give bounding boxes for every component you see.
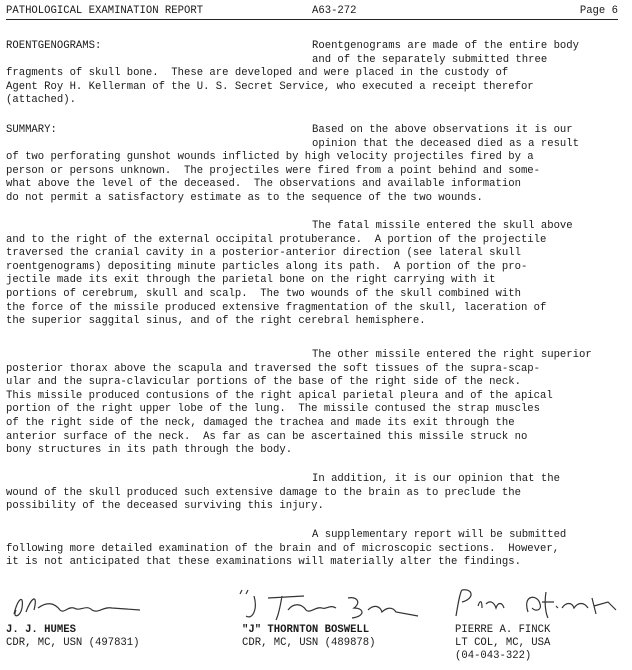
roentgenograms-heading: ROENTGENOGRAMS:: [6, 40, 102, 52]
handwritten-signature: [8, 588, 148, 624]
signer-rank: CDR, MC, USN (489878): [242, 637, 376, 649]
text-line: and to the right of the external occipital protuberance. A portion of the projectile: [6, 233, 547, 246]
text-line: of the right side of the neck, damaged the trachea and made its exit through the: [6, 417, 515, 429]
text-line: wound of the skull produced such extensive damage to the brain as to preclude the: [6, 486, 521, 499]
text-line: A supplementary report will be submitted: [312, 529, 567, 541]
text-line: In addition, it is our opinion that the: [312, 473, 560, 485]
text-line: Agent Roy H. Kellerman of the U. S. Secret Service, who executed a receipt therefor: [6, 80, 534, 93]
text-line: of two perforating gunshot wounds inflicted by high velocity projectiles fired by a: [6, 151, 534, 164]
text-line: roentgenograms) depositing minute particles along its path. A portion of the pro-: [6, 260, 528, 273]
text-line: do not permit a satisfactory estimate as to the sequence of the two wounds.: [6, 192, 483, 204]
text-line: following more detailed examination of the brain and of microscopic sections. However,: [6, 542, 560, 555]
report-title: PATHOLOGICAL EXAMINATION REPORT: [6, 5, 204, 17]
signer-rank: CDR, MC, USN (497831): [6, 637, 140, 649]
text-line: ular and the supra-clavicular portions of the base of the right side of the neck.: [6, 376, 521, 389]
text-line: person or persons unknown. The projectiles were fired from a point behind and some-: [6, 164, 541, 177]
text-line: bony structures in its path through the body.: [6, 444, 293, 457]
text-line: what above the level of the deceased. The observations and available information: [6, 178, 521, 191]
handwritten-signature: [232, 586, 422, 626]
signer-rank: LT COL, MC, USA: [455, 637, 551, 649]
text-line: Based on the above observations it is our: [312, 124, 573, 136]
signer-service-number: (04-043-322): [455, 650, 532, 662]
text-line: traversed the cranial cavity in a posterior-anterior direction (see lateral skull: [6, 247, 521, 260]
summary-heading: SUMMARY:: [6, 124, 57, 136]
signer-name: "J" THORNTON BOSWELL: [242, 624, 370, 636]
text-line: and of the separately submitted three: [312, 53, 548, 66]
text-line: the force of the missile produced extensive fragmentation of the skull, laceration of: [6, 301, 547, 314]
text-line: Roentgenograms are made of the entire body: [312, 40, 580, 52]
report-header: [6, 5, 618, 20]
text-line: (attached).: [6, 94, 76, 107]
text-line: it is not anticipated that these examinations will materially alter the findings.: [6, 556, 521, 569]
handwritten-signature: [450, 584, 628, 624]
text-line: the superior saggital sinus, and of the right cerebral hemisphere.: [6, 315, 426, 328]
text-line: portion of the right upper lobe of the lung. The missile contused the strap muscles: [6, 403, 541, 416]
text-line: portions of cerebrum, skull and scalp. The two wounds of the skull combined with: [6, 288, 521, 300]
text-line: This missile produced contusions of the right apical parietal pleura and of the apical: [6, 389, 553, 402]
text-line: opinion that the deceased died as a result: [312, 137, 580, 150]
text-line: jectile made its exit through the parietal bone on the right carrying with it: [6, 274, 496, 287]
text-line: posterior thorax above the scapula and traversed the soft tissues of the supra-scap-: [6, 362, 541, 375]
text-line: possibility of the deceased surviving this injury.: [6, 500, 324, 513]
text-line: fragments of skull bone. These are developed and were placed in the custody of: [6, 67, 509, 80]
page-number: Page 6: [579, 5, 618, 17]
text-line: The fatal missile entered the skull above: [312, 220, 573, 232]
case-number: A63-272: [312, 5, 357, 17]
signer-name: J. J. HUMES: [6, 624, 76, 636]
signer-name: PIERRE A. FINCK: [455, 624, 551, 636]
text-line: The other missile entered the right superior: [312, 349, 592, 361]
text-line: anterior surface of the neck. As far as can be ascertained this missile struck no: [6, 430, 528, 443]
